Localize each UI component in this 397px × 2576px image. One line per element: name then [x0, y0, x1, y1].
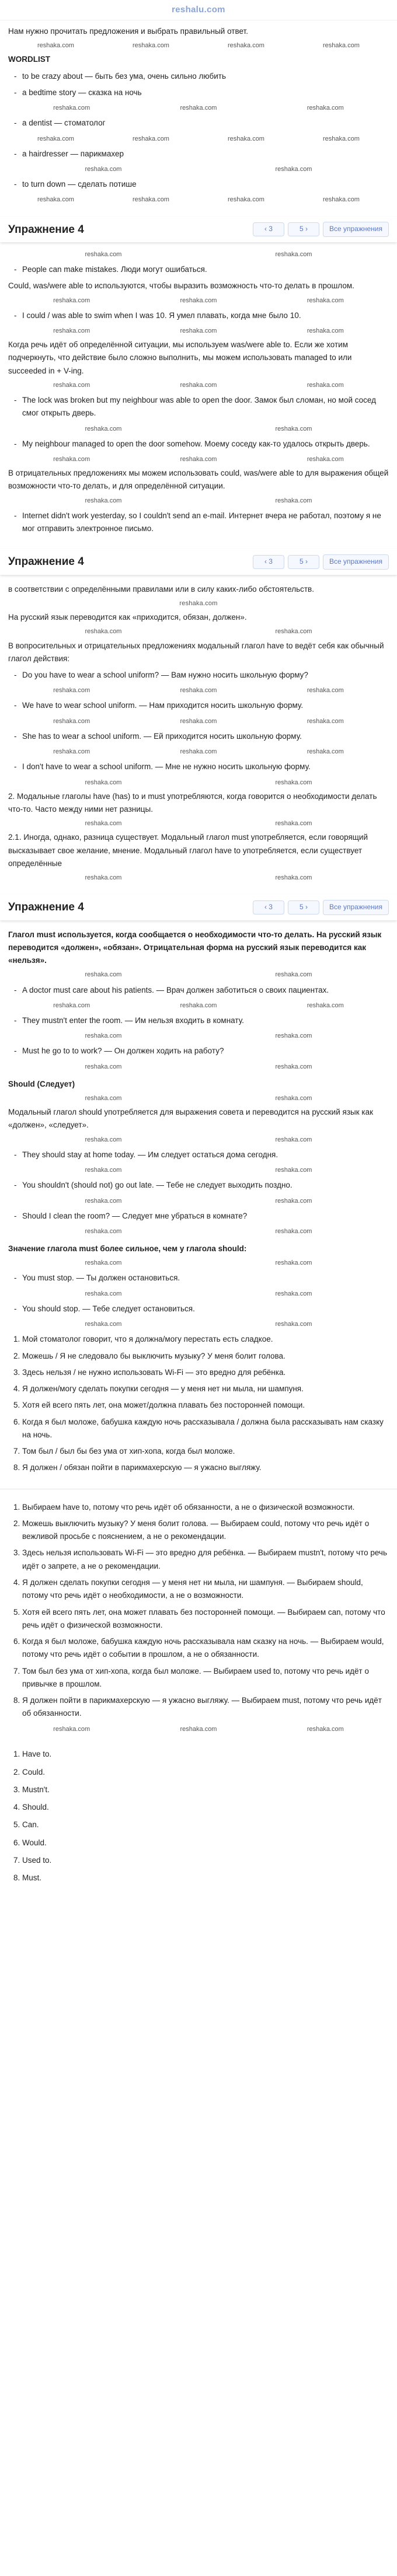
watermark-row [8, 1289, 389, 1299]
list-item: - People can make mistakes. Люди могут ошибаться. [22, 263, 389, 276]
watermark: reshaka.com [275, 1290, 312, 1297]
site-logo[interactable]: reshalu.com [172, 4, 225, 15]
example-list [8, 394, 389, 420]
task-sentences [8, 1333, 389, 1474]
list-item: - Do you have to wear a school uniform? — Вам нужно носить школьную форму? [22, 669, 389, 682]
prev-exercise-button[interactable]: ‹ 3 [253, 900, 284, 914]
list-item: 6. Когда я был моложе, бабушка каждую ночь рассказывала нам сказку на ночь. — Выбираем would, потому что речь идёт о событии в прошлом, а не о обязанности. [22, 1635, 389, 1662]
watermark-row [8, 1000, 389, 1011]
watermark: reshaka.com [85, 874, 122, 882]
watermark: reshaka.com [179, 599, 218, 607]
list-item: - You must stop. — Ты должен остановиться. [22, 1272, 389, 1284]
watermark-row [8, 1135, 389, 1145]
list-item: 3. Здесь нельзя / не нужно использовать Wi-Fi — это вредно для ребёнка. [22, 1366, 389, 1379]
example-list [8, 1210, 389, 1223]
list-item: - She has to wear a school uniform. — Ей приходится носить школьную форму. [22, 730, 389, 743]
answer-item: 1. Have to. [22, 1748, 389, 1761]
watermark: reshaka.com [85, 1032, 122, 1040]
watermark-row [8, 685, 389, 696]
watermark: reshaka.com [180, 296, 217, 304]
example-list [8, 1303, 389, 1315]
watermark: reshaka.com [275, 497, 312, 504]
wordlist [8, 148, 389, 160]
watermark: reshaka.com [180, 104, 217, 112]
watermark: reshaka.com [53, 1725, 90, 1733]
paragraph: Когда речь идёт об определённой ситуации, мы используем was/were able to. Если же хотим подчеркнуть, что действие было сложно выполнить, мы можем использовать managed to или succeeded in + V-ing. [8, 340, 352, 375]
watermark: reshaka.com [53, 687, 90, 694]
list-item: 6. Когда я был моложе, бабушка каждую ночь рассказывала / должна была рассказывать нам сказку на ночь. [22, 1416, 389, 1442]
exercise-4-part-c [0, 924, 397, 1483]
site-header [0, 0, 397, 20]
list-item: 2. Можешь / Я не следовало бы выключить музыку? У меня болит голова. [22, 1350, 389, 1363]
watermark: reshaka.com [85, 250, 122, 258]
list-item: 7. Том был / был бы без ума от хип-хопа, когда был моложе. [22, 1445, 389, 1458]
watermark-row [8, 454, 389, 465]
watermark-row [8, 1062, 389, 1072]
watermark: reshaka.com [85, 497, 122, 504]
watermark-row [8, 1165, 389, 1175]
exercise-pager [253, 222, 389, 237]
watermark: reshaka.com [180, 1001, 217, 1009]
exercise-bar [0, 895, 397, 920]
watermark: reshaka.com [37, 42, 74, 50]
watermark: reshaka.com [37, 196, 74, 204]
watermark-row [8, 103, 389, 113]
intro-text: Нам нужно прочитать предложения и выбрать правильный ответ. [8, 27, 248, 36]
paragraph: в соответствии с определёнными правилами или в силу каких-либо обстоятельств. [8, 584, 314, 594]
wordlist [8, 178, 389, 191]
example-list [8, 760, 389, 773]
answer-item: 4. Should. [22, 1801, 389, 1814]
watermark-row [8, 1093, 389, 1104]
watermark: reshaka.com [307, 1001, 344, 1009]
list-item: 3. Здесь нельзя использовать Wi-Fi — это вредно для ребёнка. — Выбираем mustn't, потому что речь идёт о запрете, а не о рекомендации. [22, 1547, 389, 1573]
watermark: reshaka.com [275, 1321, 312, 1328]
watermark: reshaka.com [323, 135, 360, 142]
list-item: - to turn down — сделать потише [22, 178, 389, 191]
answers-section [0, 1748, 397, 1898]
watermark: reshaka.com [275, 779, 312, 786]
watermark: reshaka.com [307, 456, 344, 463]
watermark: reshaka.com [85, 1290, 122, 1297]
watermark-row [8, 626, 389, 637]
watermark-row [8, 746, 389, 757]
exercise-pager [253, 554, 389, 570]
watermark: reshaka.com [275, 1259, 312, 1267]
watermark-row [8, 777, 389, 788]
watermark: reshaka.com [307, 104, 344, 112]
watermark: reshaka.com [228, 196, 264, 204]
wordlist [8, 117, 389, 130]
paragraph: Модальный глагол should употребляется для выражения совета и переводится на русский язык как «должен», «следует». [8, 1108, 373, 1130]
watermark-row [8, 249, 389, 260]
watermark: reshaka.com [133, 196, 169, 204]
list-item: 1. Мой стоматолог говорит, что я должна/могу перестать есть сладкое. [22, 1333, 389, 1346]
explanations-section [0, 1495, 397, 1740]
section-heading: Значение глагола must более сильное, чем у глагола should: [8, 1244, 247, 1254]
watermark: reshaka.com [275, 820, 312, 828]
watermark: reshaka.com [85, 166, 122, 173]
intro-section [0, 20, 397, 211]
watermark: reshaka.com [307, 327, 344, 334]
list-item: - a hairdresser — парикмахер [22, 148, 389, 160]
watermark: reshaka.com [275, 1063, 312, 1070]
watermark: reshaka.com [85, 1259, 122, 1267]
watermark: reshaka.com [53, 327, 90, 334]
list-item: - a dentist — стоматолог [22, 117, 389, 130]
watermark-row [8, 1258, 389, 1268]
list-item: 1. Выбираем have to, потому что речь идёт об обязанности, а не о физической возможности. [22, 1501, 389, 1514]
watermark-row [8, 1196, 389, 1206]
list-item: 8. Я должен пойти в парикмахерскую — я ужасно выгляжу. — Выбираем must, потому что речь идёт об обязанности. [22, 1694, 389, 1720]
watermark: reshaka.com [323, 196, 360, 204]
watermark: reshaka.com [275, 1167, 312, 1174]
watermark: reshaka.com [85, 628, 122, 636]
watermark: reshaka.com [275, 874, 312, 882]
exercise-pager [253, 900, 389, 915]
answer-item: 2. Could. [22, 1766, 389, 1779]
list-item: 5. Хотя ей всего пять лет, она может плавать без посторонней помощи. — Выбираем can, потому что речь идёт о физической возможности. [22, 1606, 389, 1632]
watermark: reshaka.com [53, 381, 90, 389]
watermark: reshaka.com [323, 42, 360, 50]
watermark: reshaka.com [85, 779, 122, 786]
example-list [8, 1045, 389, 1057]
exercise-bar [0, 217, 397, 242]
list-item: - a bedtime story — сказка на ночь [22, 86, 389, 99]
all-exercises-button[interactable]: Все упражнения [323, 900, 389, 915]
all-exercises-button[interactable]: Все упражнения [323, 554, 389, 570]
watermark: reshaka.com [307, 717, 344, 725]
exercise-bar [0, 549, 397, 574]
answer-item: 5. Can. [22, 1818, 389, 1831]
list-item: 8. Я должен / обязан пойти в парикмахерскую — я ужасно выгляжу. [22, 1461, 389, 1474]
watermark: reshaka.com [85, 1136, 122, 1143]
list-item: - My neighbour managed to open the door somehow. Моему соседу как-то удалось открыть дверь. [22, 438, 389, 451]
watermark-row [8, 164, 389, 174]
watermark: reshaka.com [85, 1167, 122, 1174]
example-list [8, 669, 389, 682]
explanations-list [8, 1501, 389, 1720]
list-item: - Should I clean the room? — Следует мне убраться в комнате? [22, 1210, 389, 1223]
list-item: 7. Том был без ума от хип-хопа, когда был моложе. — Выбираем used to, потому что речь идёт о привычке в прошлом. [22, 1665, 389, 1691]
example-list [8, 263, 389, 276]
wordlist [8, 70, 389, 100]
exercise-title: Упражнение 4 [8, 901, 84, 914]
exercise-title: Упражнение 4 [8, 556, 84, 568]
wordlist-label: WORDLIST [8, 55, 50, 64]
watermark: reshaka.com [85, 1321, 122, 1328]
prev-exercise-button[interactable]: ‹ 3 [253, 555, 284, 569]
exercise-title: Упражнение 4 [8, 223, 84, 236]
next-exercise-button[interactable]: 5 › [288, 555, 319, 569]
example-list [8, 1272, 389, 1284]
example-list [8, 1179, 389, 1192]
paragraph: Could, was/were able to используются, чтобы выразить возможность что-то делать в прошлом. [8, 281, 354, 291]
exercise-4-part-b [0, 578, 397, 889]
watermark-row [8, 818, 389, 829]
watermark: reshaka.com [133, 42, 169, 50]
watermark: reshaka.com [53, 456, 90, 463]
watermark: reshaka.com [307, 1725, 344, 1733]
next-exercise-button[interactable]: 5 › [288, 222, 319, 236]
watermark: reshaka.com [53, 748, 90, 756]
watermark-row [8, 194, 389, 205]
watermark: reshaka.com [275, 166, 312, 173]
watermark: reshaka.com [275, 1032, 312, 1040]
watermark: reshaka.com [180, 1725, 217, 1733]
watermark: reshaka.com [180, 381, 217, 389]
watermark: reshaka.com [307, 748, 344, 756]
example-list [8, 730, 389, 743]
watermark-row [8, 1226, 389, 1237]
list-item: - You should stop. — Тебе следует остановиться. [22, 1303, 389, 1315]
watermark-row [8, 495, 389, 506]
watermark-row [8, 872, 389, 883]
watermark-row [8, 1724, 389, 1734]
paragraph: 2.1. Иногда, однако, разница существует. Модальный глагол must употребляется, если говорящий высказывает свое желание, мнение. Модальный глагол have to употребляется, если существует определённые [8, 833, 368, 868]
list-item: - They should stay at home today. — Им следует остаться дома сегодня. [22, 1149, 389, 1161]
list-item: - I don't have to wear a school uniform. — Мне не нужно носить школьную форму. [22, 760, 389, 773]
watermark: reshaka.com [307, 381, 344, 389]
paragraph: 2. Модальные глаголы have (has) to и must употребляются, когда говорится о необходимости делать что-то. Часто между ними нет разницы. [8, 791, 377, 814]
watermark: reshaka.com [228, 42, 264, 50]
example-list [8, 438, 389, 451]
list-item: 5. Хотя ей всего пять лет, она может/должна плавать без посторонней помощи. [22, 1399, 389, 1412]
list-item: 4. Я должен/могу сделать покупки сегодня — у меня нет ни мыла, ни шампуня. [22, 1383, 389, 1395]
watermark: reshaka.com [85, 1227, 122, 1235]
watermark: reshaka.com [275, 425, 312, 432]
watermark: reshaka.com [275, 1227, 312, 1235]
exercise-4-part-a [0, 246, 397, 543]
list-item: - You shouldn't (should not) go out late. — Тебе не следует выходить поздно. [22, 1179, 389, 1192]
watermark: reshaka.com [85, 425, 122, 432]
watermark-row [8, 424, 389, 434]
paragraph: В вопросительных и отрицательных предложениях модальный глагол have to ведёт себя как обычный глагол действия: [8, 641, 384, 663]
watermark-row [8, 380, 389, 390]
watermark: reshaka.com [53, 296, 90, 304]
watermark: reshaka.com [85, 820, 122, 828]
watermark-row [8, 40, 389, 51]
list-item: - to be crazy about — быть без ума, очень сильно любить [22, 70, 389, 83]
watermark: reshaka.com [275, 1197, 312, 1205]
watermark: reshaka.com [180, 456, 217, 463]
watermark-row [8, 716, 389, 727]
watermark: reshaka.com [180, 717, 217, 725]
paragraph-bold: Глагол must используется, когда сообщается о необходимости что-то делать. На русский язык переводится «должен», «обязан». Отрицательная форма на русский язык переводится как «нельзя». [8, 930, 382, 965]
watermark-row [8, 295, 389, 306]
prev-exercise-button[interactable]: ‹ 3 [253, 222, 284, 236]
watermark: reshaka.com [85, 971, 122, 979]
answer-item: 3. Mustn't. [22, 1783, 389, 1796]
list-item: - We have to wear school uniform. — Нам приходится носить школьную форму. [22, 699, 389, 712]
list-item: 4. Я должен сделать покупки сегодня — у меня нет ни мыла, ни шампуня. — Выбираем should, потому что речь идёт о необходимости, а не о возможности. [22, 1576, 389, 1603]
list-item: - I could / was able to swim when I was 10. Я умел плавать, когда мне было 10. [22, 309, 389, 322]
list-item: - They mustn't enter the room. — Им нельзя входить в комнату. [22, 1014, 389, 1027]
paragraph: В отрицательных предложениях мы можем использовать could, was/were able to для выражения общей возможности что-то делать, и для определённой ситуации. [8, 469, 389, 491]
watermark: reshaka.com [53, 717, 90, 725]
watermark: reshaka.com [180, 687, 217, 694]
all-exercises-button[interactable]: Все упражнения [323, 222, 389, 237]
watermark: reshaka.com [133, 135, 169, 142]
watermark-row [8, 134, 389, 144]
answer-item: 8. Must. [22, 1872, 389, 1884]
example-list [8, 984, 389, 997]
example-list [8, 309, 389, 322]
watermark-row [8, 326, 389, 336]
watermark: reshaka.com [85, 1063, 122, 1070]
answer-item: 7. Used to. [22, 1854, 389, 1867]
watermark-row [8, 1319, 389, 1329]
list-item: - The lock was broken but my neighbour was able to open the door. Замок был сломан, но мой сосед смог открыть дверь. [22, 394, 389, 420]
list-item: - Must he go to to work? — Он должен ходить на работу? [22, 1045, 389, 1057]
watermark: reshaka.com [275, 1136, 312, 1143]
watermark: reshaka.com [37, 135, 74, 142]
watermark-row [8, 1031, 389, 1041]
watermark: reshaka.com [85, 1197, 122, 1205]
watermark: reshaka.com [275, 971, 312, 979]
list-item: - A doctor must care about his patients. — Врач должен заботиться о своих пациентах. [22, 984, 389, 997]
watermark: reshaka.com [275, 628, 312, 636]
list-item: 2. Можешь выключить музыку? У меня болит голова. — Выбираем could, потому что речь идёт о вежливой просьбе с пояснением, а не о рекомендации. [22, 1517, 389, 1544]
watermark: reshaka.com [85, 1095, 122, 1102]
watermark: reshaka.com [307, 296, 344, 304]
example-list [8, 699, 389, 712]
list-item: - Internet didn't work yesterday, so I couldn't send an e-mail. Интернет вчера не работал, поэтому я не мог отправить электронное письмо. [22, 509, 389, 536]
watermark: reshaka.com [53, 104, 90, 112]
watermark: reshaka.com [53, 1001, 90, 1009]
answers-list [8, 1748, 389, 1884]
watermark: reshaka.com [307, 687, 344, 694]
watermark: reshaka.com [275, 250, 312, 258]
example-list [8, 509, 389, 536]
example-list [8, 1149, 389, 1161]
watermark: reshaka.com [180, 327, 217, 334]
watermark: reshaka.com [180, 748, 217, 756]
watermark-row [8, 969, 389, 980]
paragraph [8, 929, 389, 968]
next-exercise-button[interactable]: 5 › [288, 900, 319, 914]
paragraph: На русский язык переводится как «приходится, обязан, должен». [8, 613, 247, 622]
answer-item: 6. Would. [22, 1837, 389, 1849]
watermark: reshaka.com [228, 135, 264, 142]
example-list [8, 1014, 389, 1027]
watermark: reshaka.com [275, 1095, 312, 1102]
section-heading: Should (Следует) [8, 1079, 75, 1088]
